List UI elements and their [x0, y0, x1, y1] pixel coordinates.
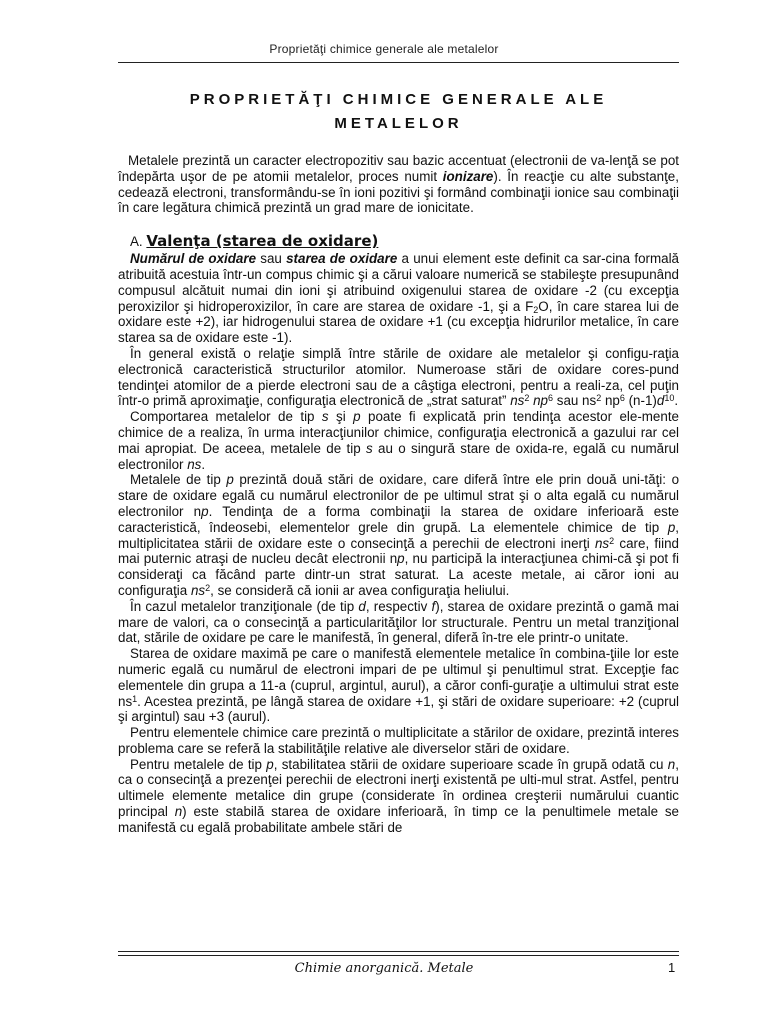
p4-text-2: prezintă două stări de oxidare, care diferă între ele prin două uni-tăţi: o stare de oxidare egală cu numărul electronilor de pe ultimul strat şi o alta egală cu numărul electronilor n — [118, 472, 680, 519]
p2-text-1: În general există o relaţie simplă între stările de oxidare ale metalelor şi configu-raţia electronică caracteristică structurilor atomilor. Numeroase stări de oxidare cores-pund tendinţei atomilor de a pierde electroni sau de a câştiga electroni, pentru a reali-za, cel puţin într-o primă aproximaţie, configuraţia electronică de „strat saturat” — [118, 345, 679, 409]
section-title: Valenţa (starea de oxidare) — [146, 232, 379, 251]
footer-rule — [118, 955, 679, 956]
p2-text-2: sau ns — [553, 393, 597, 409]
p3-text-3: poate fi explicată prin tendinţa acestor ele-mente chimice de a realiza, în urma interacţiunilor chimice, configuraţia electronică a gazului rar cel mai apropiat. De aceea, metalele de tip — [118, 409, 679, 456]
paragraph-s-p-metals — [118, 409, 679, 472]
paragraph-max-oxidation-state — [118, 646, 679, 725]
p8-text-4: ) este stabilă starea de oxidare inferioară, în timp ce la penultimele metale se manifestă cu egală probabilitate ambele stări de — [118, 804, 680, 835]
paragraph-oxidation-number — [118, 251, 679, 346]
p2-np: np — [529, 393, 549, 409]
superscript: 2 — [524, 393, 530, 404]
intro-text-1: Metalele prezintă un caracter electropozitiv sau bazic accentuat (electronii de va-lenţă se pot îndepărta uşor de pe atomii metalelor, proces numit — [118, 153, 679, 184]
p8-text-2: , stabilitatea stării de oxidare superioare scade în grupă odată cu — [273, 756, 668, 772]
paragraph-p-metals — [118, 472, 679, 598]
p2-text-4: (n-1) — [624, 393, 657, 409]
body-text — [118, 153, 679, 836]
p2-text-3: np — [601, 393, 620, 409]
p4-ns: ns — [594, 535, 610, 551]
p8-text-3: , ca o consecinţă a prezenţei perechii de electroni inerţi existentă pe ulti-mul strat. Astfel, pentru ultimele elemente metalice din grupe (considerate în ordinea creşterii numărului cuantic principal — [118, 756, 679, 820]
page-number: 1 — [668, 960, 676, 975]
superscript: 2 — [596, 393, 602, 404]
p4-text-5: care, fiind mai puternic atraşi de nucleu decât electronii n — [118, 535, 679, 567]
superscript: 2 — [609, 535, 615, 546]
p5-text-1: În cazul metalelor tranziţionale (de tip — [130, 598, 359, 614]
term-starea-de-oxidare: starea de oxidare — [286, 251, 398, 267]
title-line-2: METALELOR — [334, 115, 463, 132]
superscript: 2 — [205, 582, 211, 593]
p3-s: s — [321, 409, 329, 425]
p8-n: n — [174, 804, 183, 820]
p3-text-2: şi — [328, 409, 354, 425]
p2-text-5: . — [674, 393, 679, 409]
header-rule — [118, 62, 679, 63]
section-heading-a — [118, 232, 679, 251]
p3-ns: ns — [187, 456, 202, 472]
superscript: 10 — [664, 393, 675, 404]
p5-d: d — [358, 598, 366, 614]
p4-text-3: . Tendinţa de a forma combinaţii la starea de oxidare inferioară este caracteristică, îndeosebi, elementelor grele din grupă. La elementele chimice de tip — [118, 503, 680, 535]
paragraph-transition-metals — [118, 599, 679, 646]
p4-p: p — [226, 472, 234, 488]
p3-text-4: au o singură stare de oxida-re, egală cu numărul electronilor — [118, 440, 680, 472]
p1-text-2: a unui element este definit ca sar-cina formală atribuită acestuia într-un compus chimic şi a cărui valoare numerică se stabileşte presupunând compusul alcătuit numai din ioni şi atribuind oxigenului starea de oxidare -2 (cu excepţia peroxizilor şi hidroperoxizilor, în care are starea de oxidare -1, şi a F — [118, 251, 680, 314]
subscript: 2 — [533, 304, 539, 315]
intro-text-2: ). În reacţie cu alte substanţe, cedează electroni, transformându-se în ioni pozitivi şi formând combinaţii ionice sau combinaţii în care legătura chimică prezintă un grad mare de ionicitate. — [118, 168, 679, 216]
p6-text-2: . Acestea prezintă, pe lângă starea de oxidare +1, şi stări de oxidare superioare: +2 (cuprul şi argintul) sau +3 (aurul). — [118, 693, 679, 725]
p4-ns: ns — [190, 582, 206, 598]
p2-ns: ns — [510, 393, 525, 409]
term-ionizare: ionizare — [442, 168, 494, 184]
p3-p: p — [353, 409, 361, 425]
p5-text-2: , respectiv — [365, 598, 432, 614]
p4-text-6: , nu participă la interacţiunea chimi-că şi pot fi consideraţi ca făcând parte dintr-un strat saturat. La aceste metale, ai căror ioni au configuraţia — [118, 551, 679, 598]
superscript: 6 — [619, 393, 625, 404]
superscript: 6 — [548, 393, 554, 404]
p3-text-1: Comportarea metalelor de tip — [130, 409, 322, 425]
document-title — [118, 88, 679, 136]
title-line-1: PROPRIETĂŢI CHIMICE GENERALE ALE — [189, 91, 608, 108]
p4-text-7: , se consideră că ionii ar avea configuraţia heliului. — [210, 582, 510, 598]
superscript: 1 — [132, 693, 138, 704]
p8-p: p — [266, 756, 274, 772]
p8-text-1: Pentru metalele de tip — [130, 756, 267, 772]
p4-text-1: Metalele de tip — [130, 472, 227, 488]
footer-title: Chimie anorganică. Metale — [294, 961, 474, 976]
p1-text-1: sau — [256, 251, 287, 267]
p3-s: s — [366, 440, 373, 456]
paragraph-multiplicity: Pentru elementele chimice care prezintă o multiplicitate a stărilor de oxidare, prezintă interes problema care se referă la stabilităţile relative ale diverselor stări de oxidare. — [118, 725, 679, 756]
p1-text-3: O, în care starea lui de oxidare este +2), iar hidrogenului starea de oxidare +1 (cu excepţia hidrurilor metalice, în care starea sa de oxidare este -1). — [118, 298, 680, 346]
p4-p: p — [201, 503, 209, 519]
term-numarul-de-oxidare: Numărul de oxidare — [130, 251, 257, 267]
p4-p: p — [397, 551, 405, 567]
p3-text-5: . — [201, 456, 206, 472]
p5-text-3: ), starea de oxidare prezintă o gamă mai mare de valori, ca o consecinţă a particularităţilor lor structurale. Pentru un metal tranziţional dat, stările de oxidare pe care le manifestă, în general, diferă în-tre ele printr-o unitate. — [118, 598, 679, 646]
p6-text-1: Starea de oxidare maximă pe care o manifestă elementele metalice în combina-ţiile lor este numeric egală cu numărul de electroni impari de pe ultimul şi penultimul strat. Excepţie fac elementele din grupa a 11-a (cuprul, argintul, aurul), a căror confi-guraţie a ultimului strat este ns — [118, 646, 679, 709]
paragraph-stability — [118, 757, 679, 836]
p2-d: d — [656, 393, 665, 409]
paragraph-electronic-configuration — [118, 346, 679, 409]
p5-f: f — [431, 598, 436, 614]
footer-rule — [118, 951, 679, 952]
section-letter: A. — [130, 234, 143, 250]
p4-text-4: , multiplicitatea stării de oxidare este o consecinţă a perechii de electroni inerţi — [118, 519, 679, 551]
p8-n: n — [667, 756, 676, 772]
intro-paragraph — [118, 153, 679, 216]
p4-p: p — [667, 519, 676, 535]
running-header: Proprietăţi chimice generale ale metalelor — [269, 42, 499, 56]
